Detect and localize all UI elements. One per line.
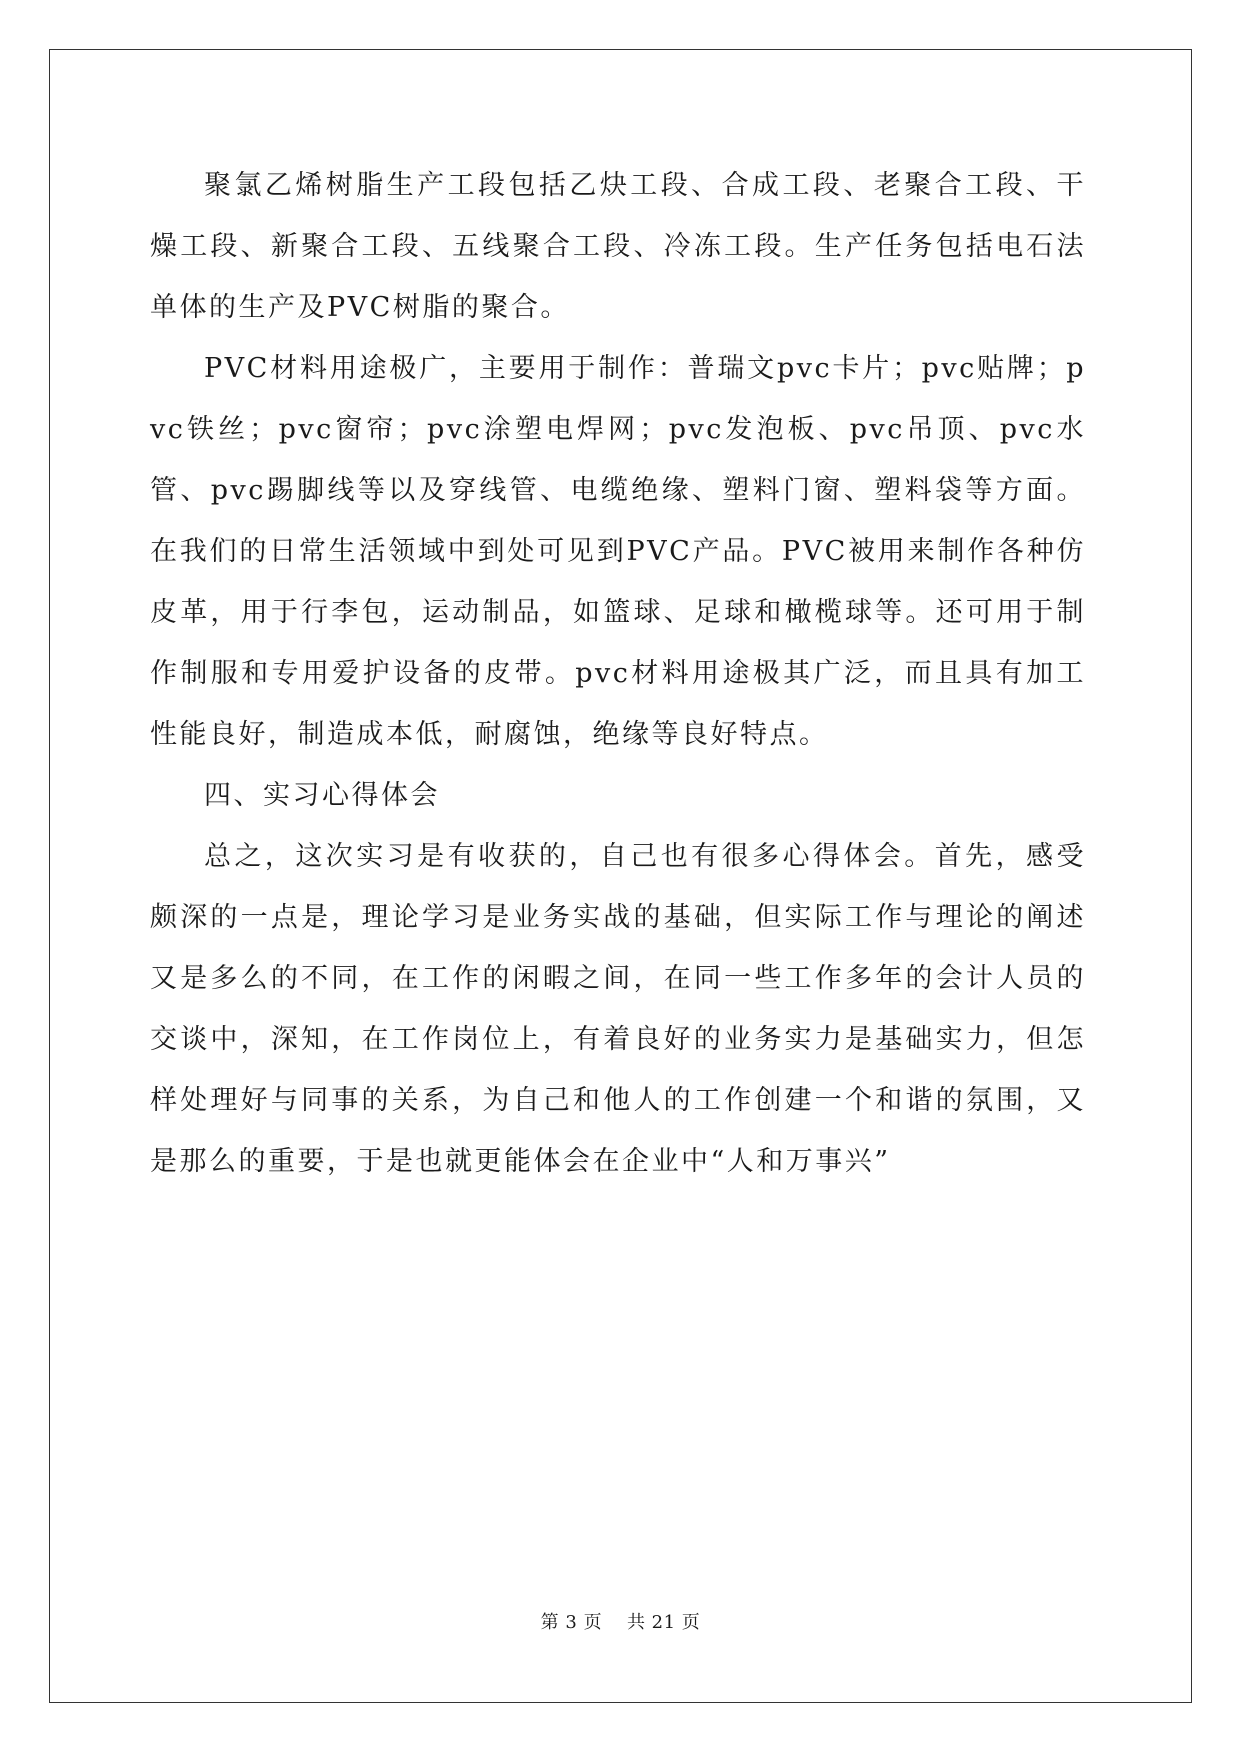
- paragraph-pvc-uses: PVC材料用途极广，主要用于制作：普瑞文pvc卡片；pvc贴牌；pvc铁丝；pvc窗帘；pvc涂塑电焊网；pvc发泡板、pvc吊顶、pvc水管、pvc踢脚线等以及穿线管、电缆绝缘、塑料门窗、塑料袋等方面。在我们的日常生活领域中到处可见到PVC产品。PVC被用来制作各种仿皮革，用于行李包，运动制品，如篮球、足球和橄榄球等。还可用于制作制服和专用爱护设备的皮带。pvc材料用途极其广泛，而且具有加工性能良好，制造成本低，耐腐蚀，绝缘等良好特点。: [150, 353, 1086, 750]
- section-heading-internship-reflections: 四、实习心得体会: [204, 780, 440, 811]
- paragraph-reflections: 总之，这次实习是有收获的，自己也有很多心得体会。首先，感受颇深的一点是，理论学习是业务实战的基础，但实际工作与理论的阐述又是多么的不同，在工作的闲暇之间，在同一些工作多年的会计人员的交谈中，深知，在工作岗位上，有着良好的业务实力是基础实力，但怎样处理好与同事的关系，为自己和他人的工作创建一个和谐的氛围，又是那么的重要，于是也就更能体会在企业中“人和万事兴”: [150, 841, 1086, 1177]
- document-body: [150, 155, 1086, 1192]
- paragraph-production-sections: 聚氯乙烯树脂生产工段包括乙炔工段、合成工段、老聚合工段、干燥工段、新聚合工段、五线聚合工段、冷冻工段。生产任务包括电石法单体的生产及PVC树脂的聚合。: [150, 170, 1086, 323]
- page-number-footer: 第 3 页 共 21 页: [540, 1612, 701, 1633]
